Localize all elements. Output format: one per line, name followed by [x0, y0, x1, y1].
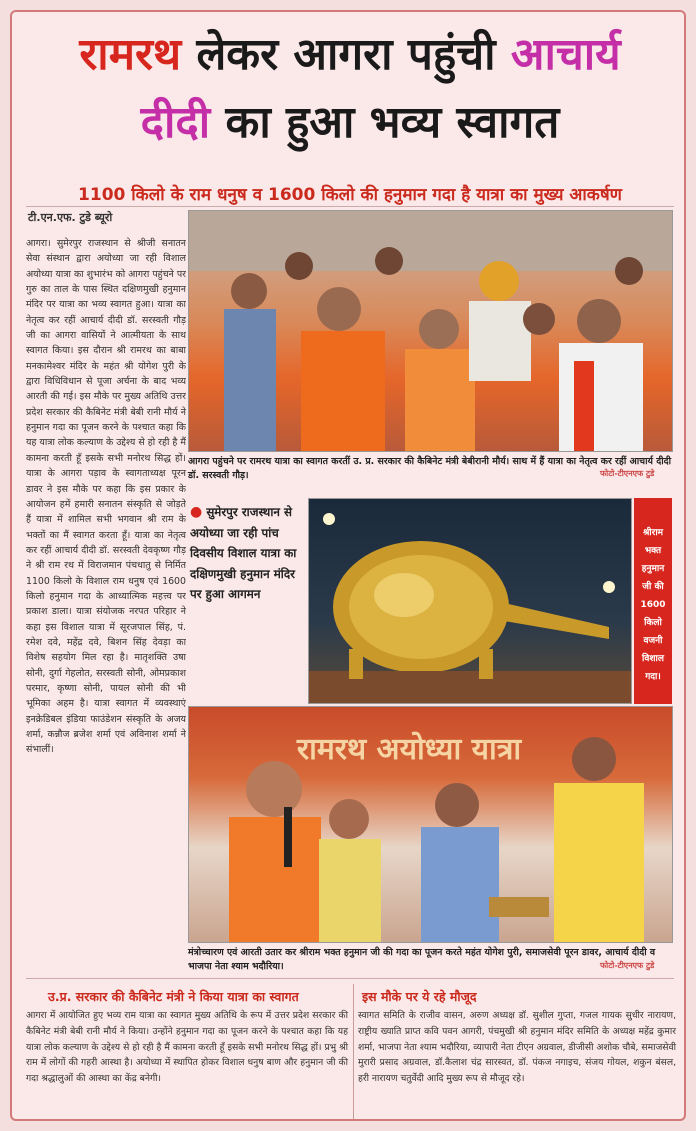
headline-word-ramrath: रामरथ — [79, 29, 182, 80]
pujan-illustration — [189, 707, 673, 943]
sidebox-highlight — [188, 498, 306, 704]
red-strip-line: जी की — [642, 582, 664, 592]
newspaper-page — [10, 10, 686, 1121]
red-strip-line: वजनी — [643, 636, 663, 646]
photo-3-credit: फोटो-टीएनएफ टुडे — [600, 961, 655, 970]
article-body: आगरा। सुमेरपुर राजस्थान से श्रीजी सनातन सेवा संस्थान द्वारा अयोध्या जा रही विशाल अयोध्या यात्रा का शुभारंभ को आगरा पहुंचने पर गुरु का ताल के पास स्थित दक्षिणमुखी हनुमान मंदिर पर यात्रा का भव्य स्वागत हुआ। यात्रा का नेतृत्व कर रहीं आचार्य दीदी डॉ. सरस्वती गौड़ जी का आगरा वासियों ने आत्मीयता के साथ स्वागत किया। इस दौरान श्री रामरथ का बाबा मनकामेश्वर मंदिर के महंत श्री योगेश पुरी के द्वारा विधिविधान से पूजा अर्चना के बाद भव्य आरती की गई। इस मौके पर मुख्य अतिथि उत्तर प्रदेश सरकार की कैबिनेट मंत्री बेबी रानी मौर्य ने हनुमान गदा का पूजन करने के पश्चात कहा कि यह यात्रा लोक कल्याण के उद्देश्य से हो रही है मैं कामना करती हूँ इसके सभी मनोरथ सिद्ध हों। यात्रा के आगरा पड़ाव के स्वागताध्यक्ष पूरन डावर ने इस मौके पर कहा कि इस प्रकार के आयोजन हमें हमारी सनातन संस्कृति से जोड़ते हैं यात्रा में शामिल सभी भगवान श्री राम के भक्तों का मैं स्वागत करता हूँ। यात्रा का नेतृत्व कर रहीं आचार्य दीदी डॉ. सरस्वती देवकृष्ण गौड़ ने श्री राम रथ में विराजमान पंचधातु से निर्मित 1100 किलो के विशाल राम धनुष एवं 1600 किलो हनुमान गदा के आध्यात्मिक महत्त्व पर प्रकाश डाला। यात्रा संयोजक नरपत परिहार ने कहा इस विशाल यात्रा में सूरजपाल सिंह, पं. रमेश दवे, महेंद्र दवे, बिशन सिंह देवड़ा का विशेष सहयोग मिल रहा है। मातृशक्ति उषा सोनी, दुर्गा गेहलोत, सरस्वती सोनी, ओमप्रकाश परमार, कृष्णा सोनी, पायल सोनी की भी भूमिका अहम है। यात्रा स्वागत में व्यवस्थाएं इनक्रेडिबल इंडिया फाउंडेशन संस्कृति के अजय शर्मा, कन्नौज ब्रजेश शर्मा एवं अविनाश शर्मा ने संभालीं। — [26, 238, 186, 756]
headline-text-1: लेकर आगरा पहुंची — [181, 29, 511, 80]
red-strip-line: विशाल — [642, 654, 664, 664]
column-divider — [353, 984, 354, 1119]
photo-gada-pujan — [188, 706, 673, 943]
headline-word-didi: दीदी — [140, 97, 211, 148]
headline-word-acharya: आचार्य — [510, 29, 621, 80]
headline-line-2 — [12, 98, 686, 149]
red-strip-line: भक्त — [644, 546, 662, 556]
headline-text-2: का हुआ भव्य स्वागत — [210, 97, 560, 148]
photo-1-caption: आगरा पहुंचने पर रामरथ यात्रा का स्वागत करतीं उ. प्र. सरकार की कैबिनेट मंत्री बेबीरानी मौर्य। साथ में हैं यात्रा का नेतृत्व कर रहीं आचार्य दीदी डॉ. सरस्वती गौड़। — [188, 456, 672, 481]
photo-welcome-crowd — [188, 210, 673, 452]
subheadline: 1100 किलो के राम धनुष व 1600 किलो की हनुमान गदा है यात्रा का मुख्य आकर्षण — [78, 185, 622, 205]
divider — [26, 206, 674, 207]
bottom-left-text: आगरा में आयोजित हुए भव्य राम यात्रा का स्वागत मुख्य अतिथि के रूप में उत्तर प्रदेश सरकार की कैबिनेट मंत्री बेबी रानी मौर्य ने किया। उन्होंने हनुमान गदा का पूजन करने के पश्चात कहा कि यह यात्रा लोक कल्याण के उद्देश्य से हो रही है मैं कामना करती हूँ इसके सभी मनोरथ सिद्ध हों। प्रभु श्री राम में लोगों की गहरी आस्था है। अयोध्या में स्थापित होकर विशाल धनुष बाण और हनुमान जी की गदा श्रद्धालुओं की आस्था का केंद्र बनेगी। — [26, 1010, 348, 1085]
photo-welcome-illustration — [189, 211, 673, 452]
byline: टी.एन.एफ. टुडे ब्यूरो — [28, 211, 113, 224]
red-strip-line: श्रीराम — [642, 528, 664, 538]
photo-3-caption: मंत्रोच्चारण एवं आरती उतार कर श्रीराम भक्त हनुमान जी की गदा का पूजन करते महंत योगेश पुरी, समाजसेवी पूरन डावर, आचार्य दीदी व भाजपा नेता श्याम भदौरिया। — [188, 947, 656, 972]
bottom-right-title: इस मौके पर ये रहे मौजूद — [362, 989, 477, 1004]
gada-illustration — [309, 499, 632, 704]
photo-hanuman-gada — [308, 498, 632, 704]
red-strip-line: गदा। — [645, 672, 661, 682]
red-strip-line: हनुमान — [641, 564, 665, 574]
red-strip-line: किलो — [644, 618, 662, 628]
red-strip-note — [634, 498, 672, 704]
bullet-icon: ● — [190, 504, 203, 520]
bottom-right-text: स्वागत समिति के राजीव वासन, अरुण अध्यक्ष डॉ. सुशील गुप्ता, गजल गायक सुधीर नारायण, राष्ट्रीय ख्याति प्राप्त कवि पवन आगरी, पंचमुखी श्री हनुमान मंदिर समिति के अध्यक्ष महेंद्र कुमार शर्मा, भाजपा नेता श्याम भदौरिया, व्यापारी नेता टीएन अग्रवाल, डीजीसी अशोक चौबे, समाजसेवी मुरारी प्रसाद अग्रवाल, डॉ.कैलाश चंद्र सारस्वत, डॉ. पंकज नगाइच, संजय गोयल, शकुन बंसल, हरी नारायण चतुर्वेदी आदि मुख्य रूप से मौजूद रहे। — [358, 1010, 676, 1085]
photo-1-credit: फोटो-टीएनएफ टुडे — [600, 469, 655, 478]
bottom-left-title: उ.प्र. सरकार की कैबिनेट मंत्री ने किया यात्रा का स्वागत — [48, 989, 299, 1004]
red-strip-line: 1600 — [640, 600, 666, 610]
divider — [26, 978, 674, 979]
sidebox-text: सुमेरपुर राजस्थान से अयोध्या जा रही पांच दिवसीय विशाल यात्रा का दक्षिणमुखी हनुमान मंदिर पर हुआ आगमन — [190, 505, 297, 601]
photo-3-banner: रामरथ अयोध्या यात्रा — [296, 732, 522, 767]
headline-line-1 — [12, 30, 686, 81]
